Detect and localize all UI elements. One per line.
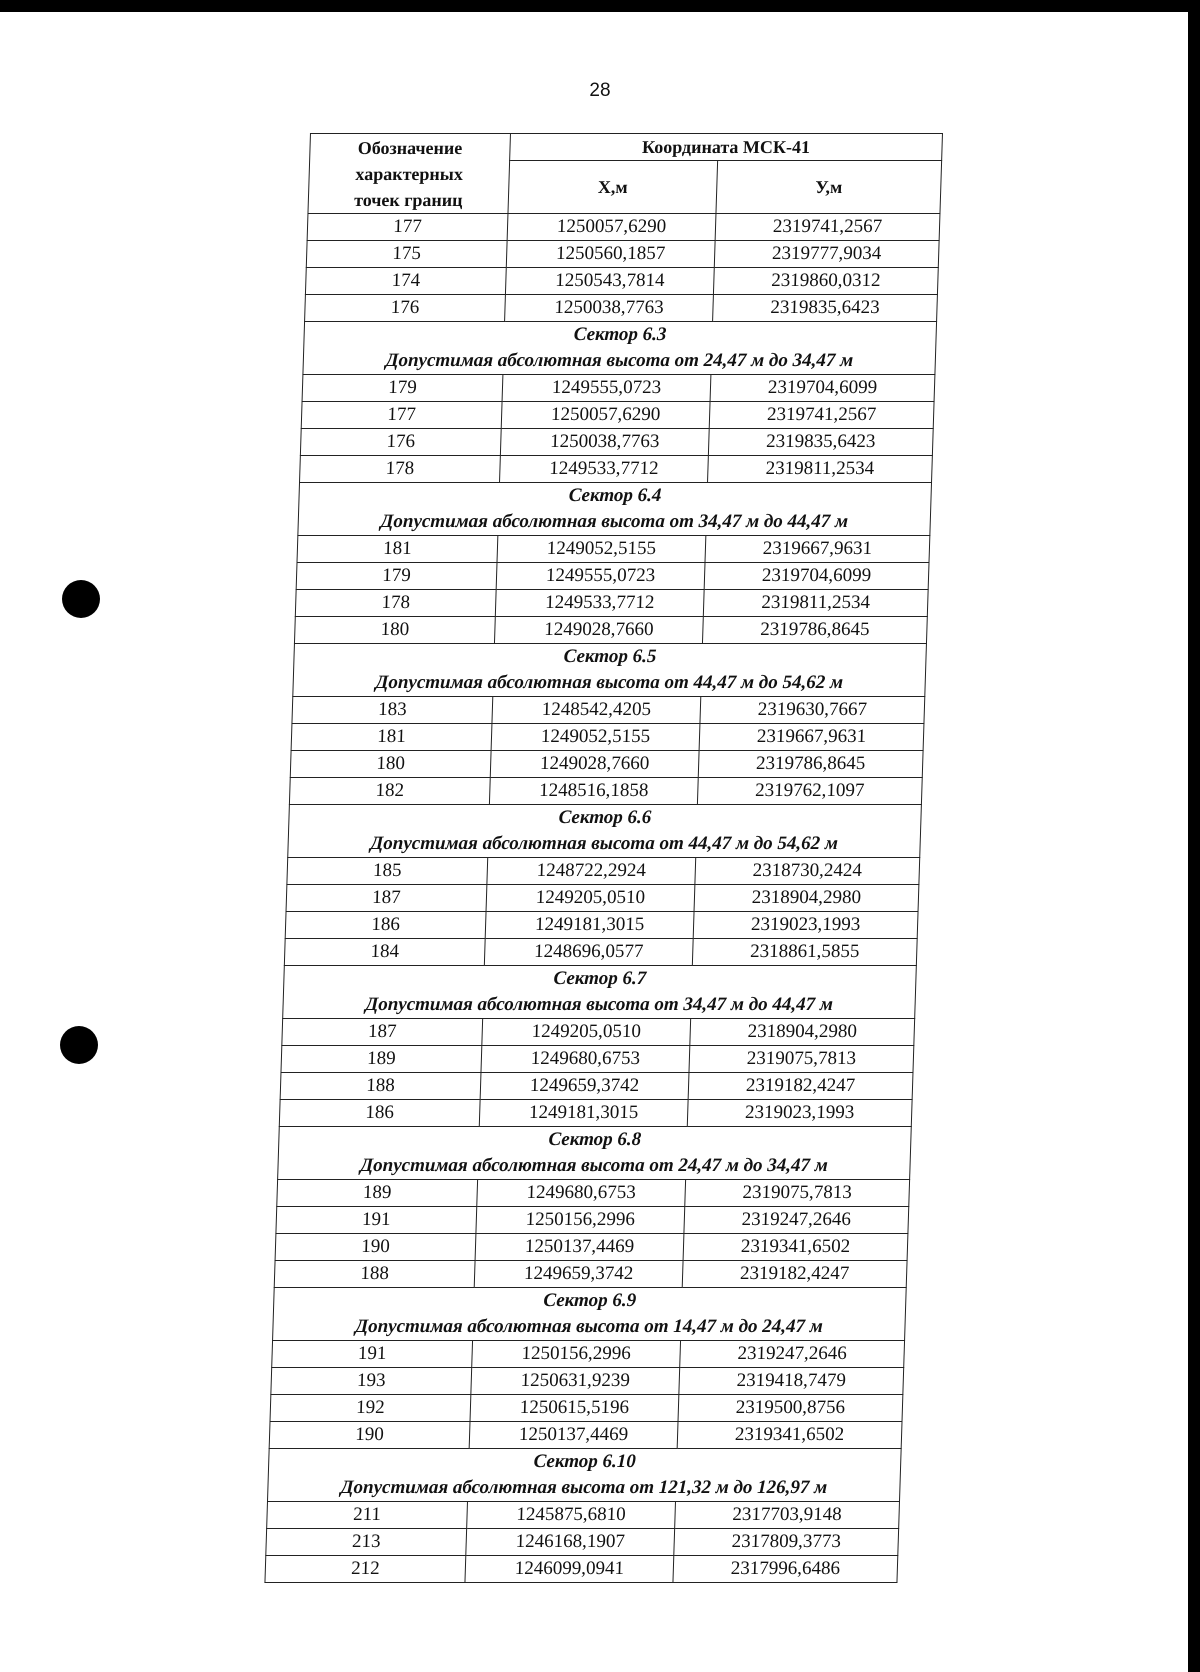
scan-border-top [0, 0, 1200, 12]
point-column-header [308, 134, 511, 214]
table-row [274, 1261, 907, 1288]
x-cell: 1246168,1907 [466, 1529, 675, 1556]
x-cell: 1250615,5196 [470, 1395, 679, 1422]
table-row [305, 268, 938, 295]
table-row [290, 751, 923, 778]
point-cell: 191 [272, 1341, 473, 1368]
x-cell: 1249555,0723 [502, 375, 711, 402]
point-cell: 174 [305, 268, 506, 295]
x-cell: 1246099,0941 [465, 1556, 674, 1583]
sector-title: Сектор 6.3 [304, 322, 937, 349]
x-cell: 1250137,4469 [469, 1422, 678, 1449]
x-cell: 1249533,7712 [500, 456, 709, 483]
point-cell: 182 [289, 778, 490, 805]
x-cell: 1249205,0510 [486, 885, 695, 912]
y-cell: 2319811,2534 [703, 590, 928, 617]
coordinates-table [264, 133, 943, 1583]
x-cell: 1250057,6290 [507, 214, 716, 241]
point-cell: 191 [276, 1207, 477, 1234]
y-cell: 2319023,1993 [687, 1100, 912, 1127]
sector-title: Сектор 6.5 [294, 644, 927, 671]
y-cell: 2319247,2646 [680, 1341, 905, 1368]
y-cell: 2319835,6423 [713, 295, 938, 322]
sector-height-limit: Допустимая абсолютная высота от 44,47 м до 54,62 м [288, 831, 921, 858]
y-cell: 2319075,7813 [685, 1180, 910, 1207]
table-row [279, 1100, 912, 1127]
sector-limit-row [288, 831, 921, 858]
y-cell: 2318904,2980 [690, 1019, 915, 1046]
x-cell: 1249555,0723 [496, 563, 705, 590]
x-cell: 1250038,7763 [505, 295, 714, 322]
y-cell: 2317703,9148 [675, 1502, 900, 1529]
point-cell: 180 [290, 751, 491, 778]
sector-height-limit: Допустимая абсолютная высота от 24,47 м до 34,47 м [278, 1153, 911, 1180]
sector-title-row [284, 966, 917, 993]
x-cell: 1249052,5155 [497, 536, 706, 563]
sector-limit-row [283, 992, 916, 1019]
table-row [286, 885, 919, 912]
sector-limit-row [293, 670, 926, 697]
x-cell: 1249205,0510 [482, 1019, 691, 1046]
table-row [295, 590, 928, 617]
x-cell: 1248516,1858 [489, 778, 698, 805]
punch-hole [60, 1026, 98, 1064]
x-cell: 1249181,3015 [485, 912, 694, 939]
x-cell: 1249680,6753 [481, 1046, 690, 1073]
table-row [300, 429, 933, 456]
table-row [277, 1180, 910, 1207]
sector-limit-row [278, 1153, 911, 1180]
x-cell: 1250560,1857 [506, 241, 715, 268]
point-cell: 189 [281, 1046, 482, 1073]
table-row [269, 1422, 902, 1449]
point-cell: 190 [269, 1422, 470, 1449]
y-cell: 2317996,6486 [673, 1556, 898, 1583]
y-cell: 2317809,3773 [674, 1529, 899, 1556]
point-cell: 189 [277, 1180, 478, 1207]
point-cell: 176 [300, 429, 501, 456]
point-header-line: характерных [355, 163, 464, 184]
point-cell: 193 [271, 1368, 472, 1395]
x-cell: 1250137,4469 [475, 1234, 684, 1261]
y-cell: 2318730,2424 [695, 858, 920, 885]
table-row [297, 536, 930, 563]
y-cell: 2319741,2567 [709, 402, 934, 429]
table-body [265, 134, 943, 1583]
table-row [280, 1073, 913, 1100]
point-cell: 184 [284, 939, 485, 966]
y-cell: 2319667,9631 [705, 536, 930, 563]
x-cell: 1248542,4205 [492, 697, 701, 724]
y-cell: 2319075,7813 [689, 1046, 914, 1073]
point-cell: 188 [274, 1261, 475, 1288]
sector-title-row [289, 805, 922, 832]
y-cell: 2319182,4247 [688, 1073, 913, 1100]
y-cell: 2319762,1097 [697, 778, 922, 805]
point-cell: 213 [266, 1529, 467, 1556]
table-row [302, 375, 935, 402]
point-cell: 178 [295, 590, 496, 617]
y-cell: 2319667,9631 [699, 724, 924, 751]
point-cell: 176 [305, 295, 506, 322]
table-row [284, 939, 917, 966]
table-row [300, 456, 933, 483]
table-row [296, 563, 929, 590]
x-cell: 1250156,2996 [472, 1341, 681, 1368]
point-cell: 181 [297, 536, 498, 563]
sector-title: Сектор 6.4 [299, 483, 932, 510]
y-cell: 2319860,0312 [713, 268, 938, 295]
x-cell: 1250038,7763 [500, 429, 709, 456]
point-header-line: Обозначение [357, 137, 463, 158]
y-cell: 2319630,7667 [700, 697, 925, 724]
sector-title-row [278, 1127, 911, 1154]
table-row [285, 912, 918, 939]
sector-limit-row [273, 1314, 906, 1341]
sector-height-limit: Допустимая абсолютная высота от 34,47 м до 44,47 м [283, 992, 916, 1019]
y-cell: 2319811,2534 [708, 456, 933, 483]
table-row [265, 1556, 898, 1583]
point-header-line: точек границ [353, 189, 463, 210]
table-row [266, 1529, 899, 1556]
punch-hole [62, 580, 100, 618]
y-cell: 2319786,8645 [698, 751, 923, 778]
table-row [271, 1368, 904, 1395]
sector-title: Сектор 6.10 [268, 1449, 901, 1476]
sector-height-limit: Допустимая абсолютная высота от 44,47 м до 54,62 м [293, 670, 926, 697]
y-cell: 2319777,9034 [714, 241, 939, 268]
x-cell: 1248696,0577 [484, 939, 693, 966]
x-cell: 1249028,7660 [494, 617, 703, 644]
table-row [270, 1395, 903, 1422]
table-row [306, 241, 939, 268]
sector-height-limit: Допустимая абсолютная высота от 34,47 м до 44,47 м [298, 509, 931, 536]
point-cell: 181 [291, 724, 492, 751]
sector-title-row [299, 483, 932, 510]
y-cell: 2319418,7479 [679, 1368, 904, 1395]
header-row [310, 134, 943, 161]
sector-height-limit: Допустимая абсолютная высота от 24,47 м до 34,47 м [303, 348, 936, 375]
table-row [275, 1234, 908, 1261]
table-row [287, 858, 920, 885]
point-cell: 177 [301, 402, 502, 429]
sector-title: Сектор 6.6 [289, 805, 922, 832]
x-cell: 1248722,2924 [487, 858, 696, 885]
scan-border-right [1188, 0, 1200, 1672]
point-cell: 187 [286, 885, 487, 912]
x-cell: 1245875,6810 [467, 1502, 676, 1529]
y-column-header: У,м [716, 161, 942, 214]
x-cell: 1249533,7712 [495, 590, 704, 617]
table-row [267, 1502, 900, 1529]
y-cell: 2319023,1993 [693, 912, 918, 939]
point-cell: 211 [267, 1502, 468, 1529]
table-row [281, 1046, 914, 1073]
page-number: 28 [589, 80, 611, 101]
sector-limit-row [267, 1475, 900, 1502]
x-cell: 1249659,3742 [480, 1073, 689, 1100]
y-cell: 2318904,2980 [694, 885, 919, 912]
point-cell: 188 [280, 1073, 481, 1100]
sector-title: Сектор 6.9 [273, 1288, 906, 1315]
point-cell: 183 [292, 697, 493, 724]
point-cell: 185 [287, 858, 488, 885]
sector-title-row [304, 322, 937, 349]
point-cell: 186 [285, 912, 486, 939]
table-row [282, 1019, 915, 1046]
y-cell: 2319500,8756 [678, 1395, 903, 1422]
sector-title-row [294, 644, 927, 671]
table-row [305, 295, 938, 322]
x-cell: 1249680,6753 [477, 1180, 686, 1207]
point-cell: 190 [275, 1234, 476, 1261]
y-cell: 2319741,2567 [715, 214, 940, 241]
y-cell: 2319182,4247 [682, 1261, 907, 1288]
point-cell: 179 [296, 563, 497, 590]
point-cell: 180 [294, 617, 495, 644]
y-cell: 2319786,8645 [702, 617, 927, 644]
sector-title-row [268, 1449, 901, 1476]
x-cell: 1249181,3015 [479, 1100, 688, 1127]
point-cell: 186 [279, 1100, 480, 1127]
point-cell: 212 [265, 1556, 466, 1583]
x-cell: 1250631,9239 [471, 1368, 680, 1395]
y-cell: 2319704,6099 [710, 375, 935, 402]
table-row [291, 724, 924, 751]
x-cell: 1250057,6290 [501, 402, 710, 429]
sector-limit-row [298, 509, 931, 536]
point-cell: 177 [307, 214, 508, 241]
y-cell: 2319704,6099 [704, 563, 929, 590]
y-cell: 2318861,5855 [692, 939, 917, 966]
table-row [276, 1207, 909, 1234]
x-cell: 1249028,7660 [490, 751, 699, 778]
table-row [272, 1341, 905, 1368]
y-cell: 2319247,2646 [684, 1207, 909, 1234]
x-cell: 1250543,7814 [505, 268, 714, 295]
sector-height-limit: Допустимая абсолютная высота от 14,47 м до 24,47 м [273, 1314, 906, 1341]
table-row [301, 402, 934, 429]
x-column-header: Х,м [508, 161, 718, 214]
y-cell: 2319341,6502 [677, 1422, 902, 1449]
sector-limit-row [303, 348, 936, 375]
coordinate-group-header: Координата МСК-41 [510, 134, 943, 161]
point-cell: 187 [282, 1019, 483, 1046]
x-cell: 1249052,5155 [491, 724, 700, 751]
table-row [307, 214, 940, 241]
x-cell: 1250156,2996 [476, 1207, 685, 1234]
sector-height-limit: Допустимая абсолютная высота от 121,32 м до 126,97 м [267, 1475, 900, 1502]
x-cell: 1249659,3742 [474, 1261, 683, 1288]
sector-title-row [273, 1288, 906, 1315]
sector-title: Сектор 6.8 [278, 1127, 911, 1154]
table-row [289, 778, 922, 805]
table-row [292, 697, 925, 724]
sector-title: Сектор 6.7 [284, 966, 917, 993]
y-cell: 2319341,6502 [683, 1234, 908, 1261]
point-cell: 192 [270, 1395, 471, 1422]
y-cell: 2319835,6423 [708, 429, 933, 456]
point-cell: 175 [306, 241, 507, 268]
point-cell: 179 [302, 375, 503, 402]
table-row [294, 617, 927, 644]
point-cell: 178 [300, 456, 501, 483]
